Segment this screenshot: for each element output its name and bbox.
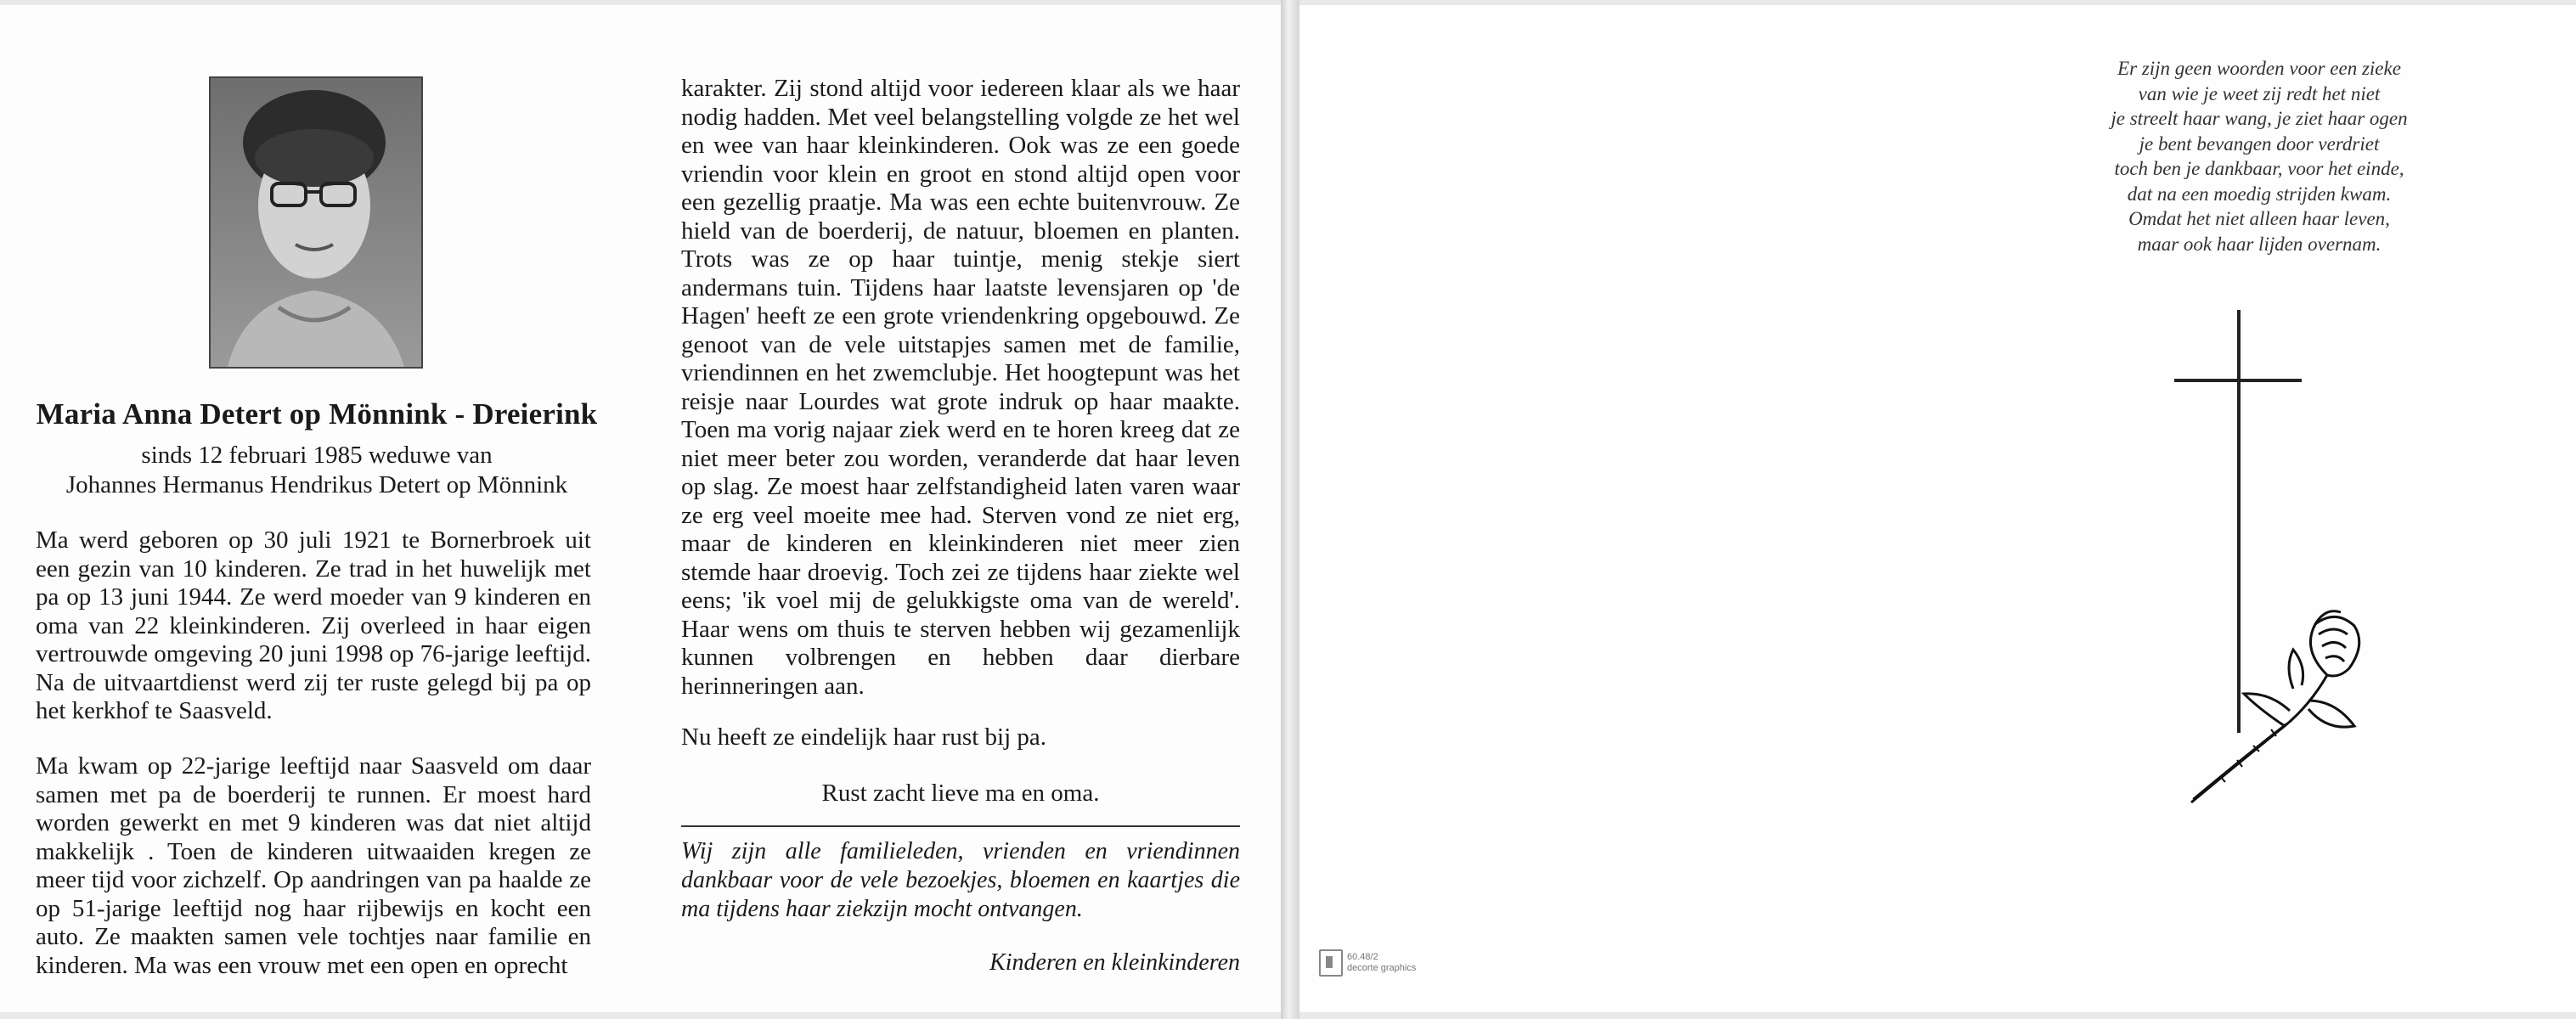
printer-code: 60.48/2 xyxy=(1347,952,1378,962)
card-fold xyxy=(1281,0,1299,1019)
thanks-note: Wij zijn alle familieleden, vrienden en vriendinnen dankbaar voor de vele bezoekjes, bloemen en kaartjes die ma tijdens haar ziekzijn mocht ontvangen. xyxy=(681,838,1240,922)
biography-paragraph-3: karakter. Zij stond altijd voor iedereen klaar als we haar nodig hadden. Met veel belangstelling volgde ze het wel en wee van haar kleinkinderen. Ook was ze een goede vriendin voor klein en groot en stond altijd open voor een gezellig praatje. Ma was een echte buitenvrouw. Ze hield van de boerderij, de natuur, bloemen en planten. Trots was ze op haar tuintje, menig stekje siert andermans tuin. Tijdens haar laatste levensjaren op 'de Hagen' heeft ze een grote vriendenkring opgebouwd. Ze genoot van de vele uitstapjes samen met de familie, vriendinnen en het zwemclubje. Het hoogtepunt was het reisje naar Lourdes wat grote indruk op haar maakte. Toen ma vorig najaar ziek werd en te horen kreeg dat ze niet meer beter zou worden, veranderde dat haar leven op slag. Ze moest haar zelfstandigheid laten varen waar ze erg veel moeite mee had. Sterven vond ze niet erg, maar de kinderen en kleinkinderen niet meer zien stemde haar droevig. Toch zei ze tijdens haar ziekte wel eens; 'ik voel mij de gelukkigste oma van de wereld'. Haar wens om thuis te sterven hebben wij gezamenlijk kunnen volbrengen en hebben daar dierbare herinneringen aan. xyxy=(681,75,1240,700)
poem-line: Er zijn geen woorden voor een zieke xyxy=(2117,58,2401,79)
poem-line: dat na een moedig strijden kwam. xyxy=(2127,183,2392,205)
widow-line: sinds 12 februari 1985 weduwe van xyxy=(141,442,493,469)
card-inside-page xyxy=(0,5,1281,1012)
cross-icon xyxy=(2174,310,2302,733)
poem-line: je streelt haar wang, je ziet haar ogen xyxy=(2111,108,2408,129)
printer-name: decorte graphics xyxy=(1347,963,1417,973)
rose-icon xyxy=(2191,611,2359,802)
poem-line: toch ben je dankbaar, voor het einde, xyxy=(2114,158,2404,179)
printer-logo-icon xyxy=(1319,949,1343,977)
biography-paragraph-1: Ma werd geboren op 30 juli 1921 te Bornerbroek uit een gezin van 10 kinderen. Ze trad in het huwelijk met pa op 13 juni 1944. Ze werd moeder van 9 kinderen en oma van 22 kleinkinderen. Zij overleed in haar eigen vertrouwde omgeving 20 juni 1998 op 76-jarige leeftijd. Na de uitvaartdienst werd zij ter ruste gelegd bij pa op het kerkhof te Saasveld. xyxy=(36,526,591,724)
deceased-name: Maria Anna Detert op Mönnink - Dreierink xyxy=(36,397,598,431)
biography-paragraph-2: Ma kwam op 22-jarige leeftijd naar Saasveld om daar samen met pa de boerderij te runnen. Er moest hard worden gewerkt en met 9 kinderen was dat niet altijd makkelijk . Toen de kinderen uitwaaiden kregen ze meer tijd voor zichzelf. Op aandringen van pa haalde ze op 51-jarige leeftijd nog haar rijbewijs en kocht een auto. Ze maakten samen vele tochtjes naar familie en kinderen. Ma was een vrouw met een open en oprecht xyxy=(36,752,591,979)
poem-line: maar ook haar lijden overnam. xyxy=(2137,233,2382,255)
portrait-photo xyxy=(209,76,423,369)
poem-line: Omdat het niet alleen haar leven, xyxy=(2128,208,2390,229)
poem-line: van wie je weet zij redt het niet xyxy=(2138,82,2381,104)
signature: Kinderen en kleinkinderen xyxy=(989,949,1240,976)
divider-rule xyxy=(681,825,1240,827)
poem-line: je bent bevangen door verdriet xyxy=(2139,132,2380,155)
biography-last-line: Nu heeft ze eindelijk haar rust bij pa. xyxy=(681,723,1047,751)
farewell-line: Rust zacht lieve ma en oma. xyxy=(821,780,1100,807)
printer-mark xyxy=(1319,949,1416,977)
husband-line: Johannes Hermanus Hendrikus Detert op Mönnink xyxy=(65,471,568,498)
cross-with-rose-illustration xyxy=(2166,301,2370,811)
poem xyxy=(2055,56,2463,256)
